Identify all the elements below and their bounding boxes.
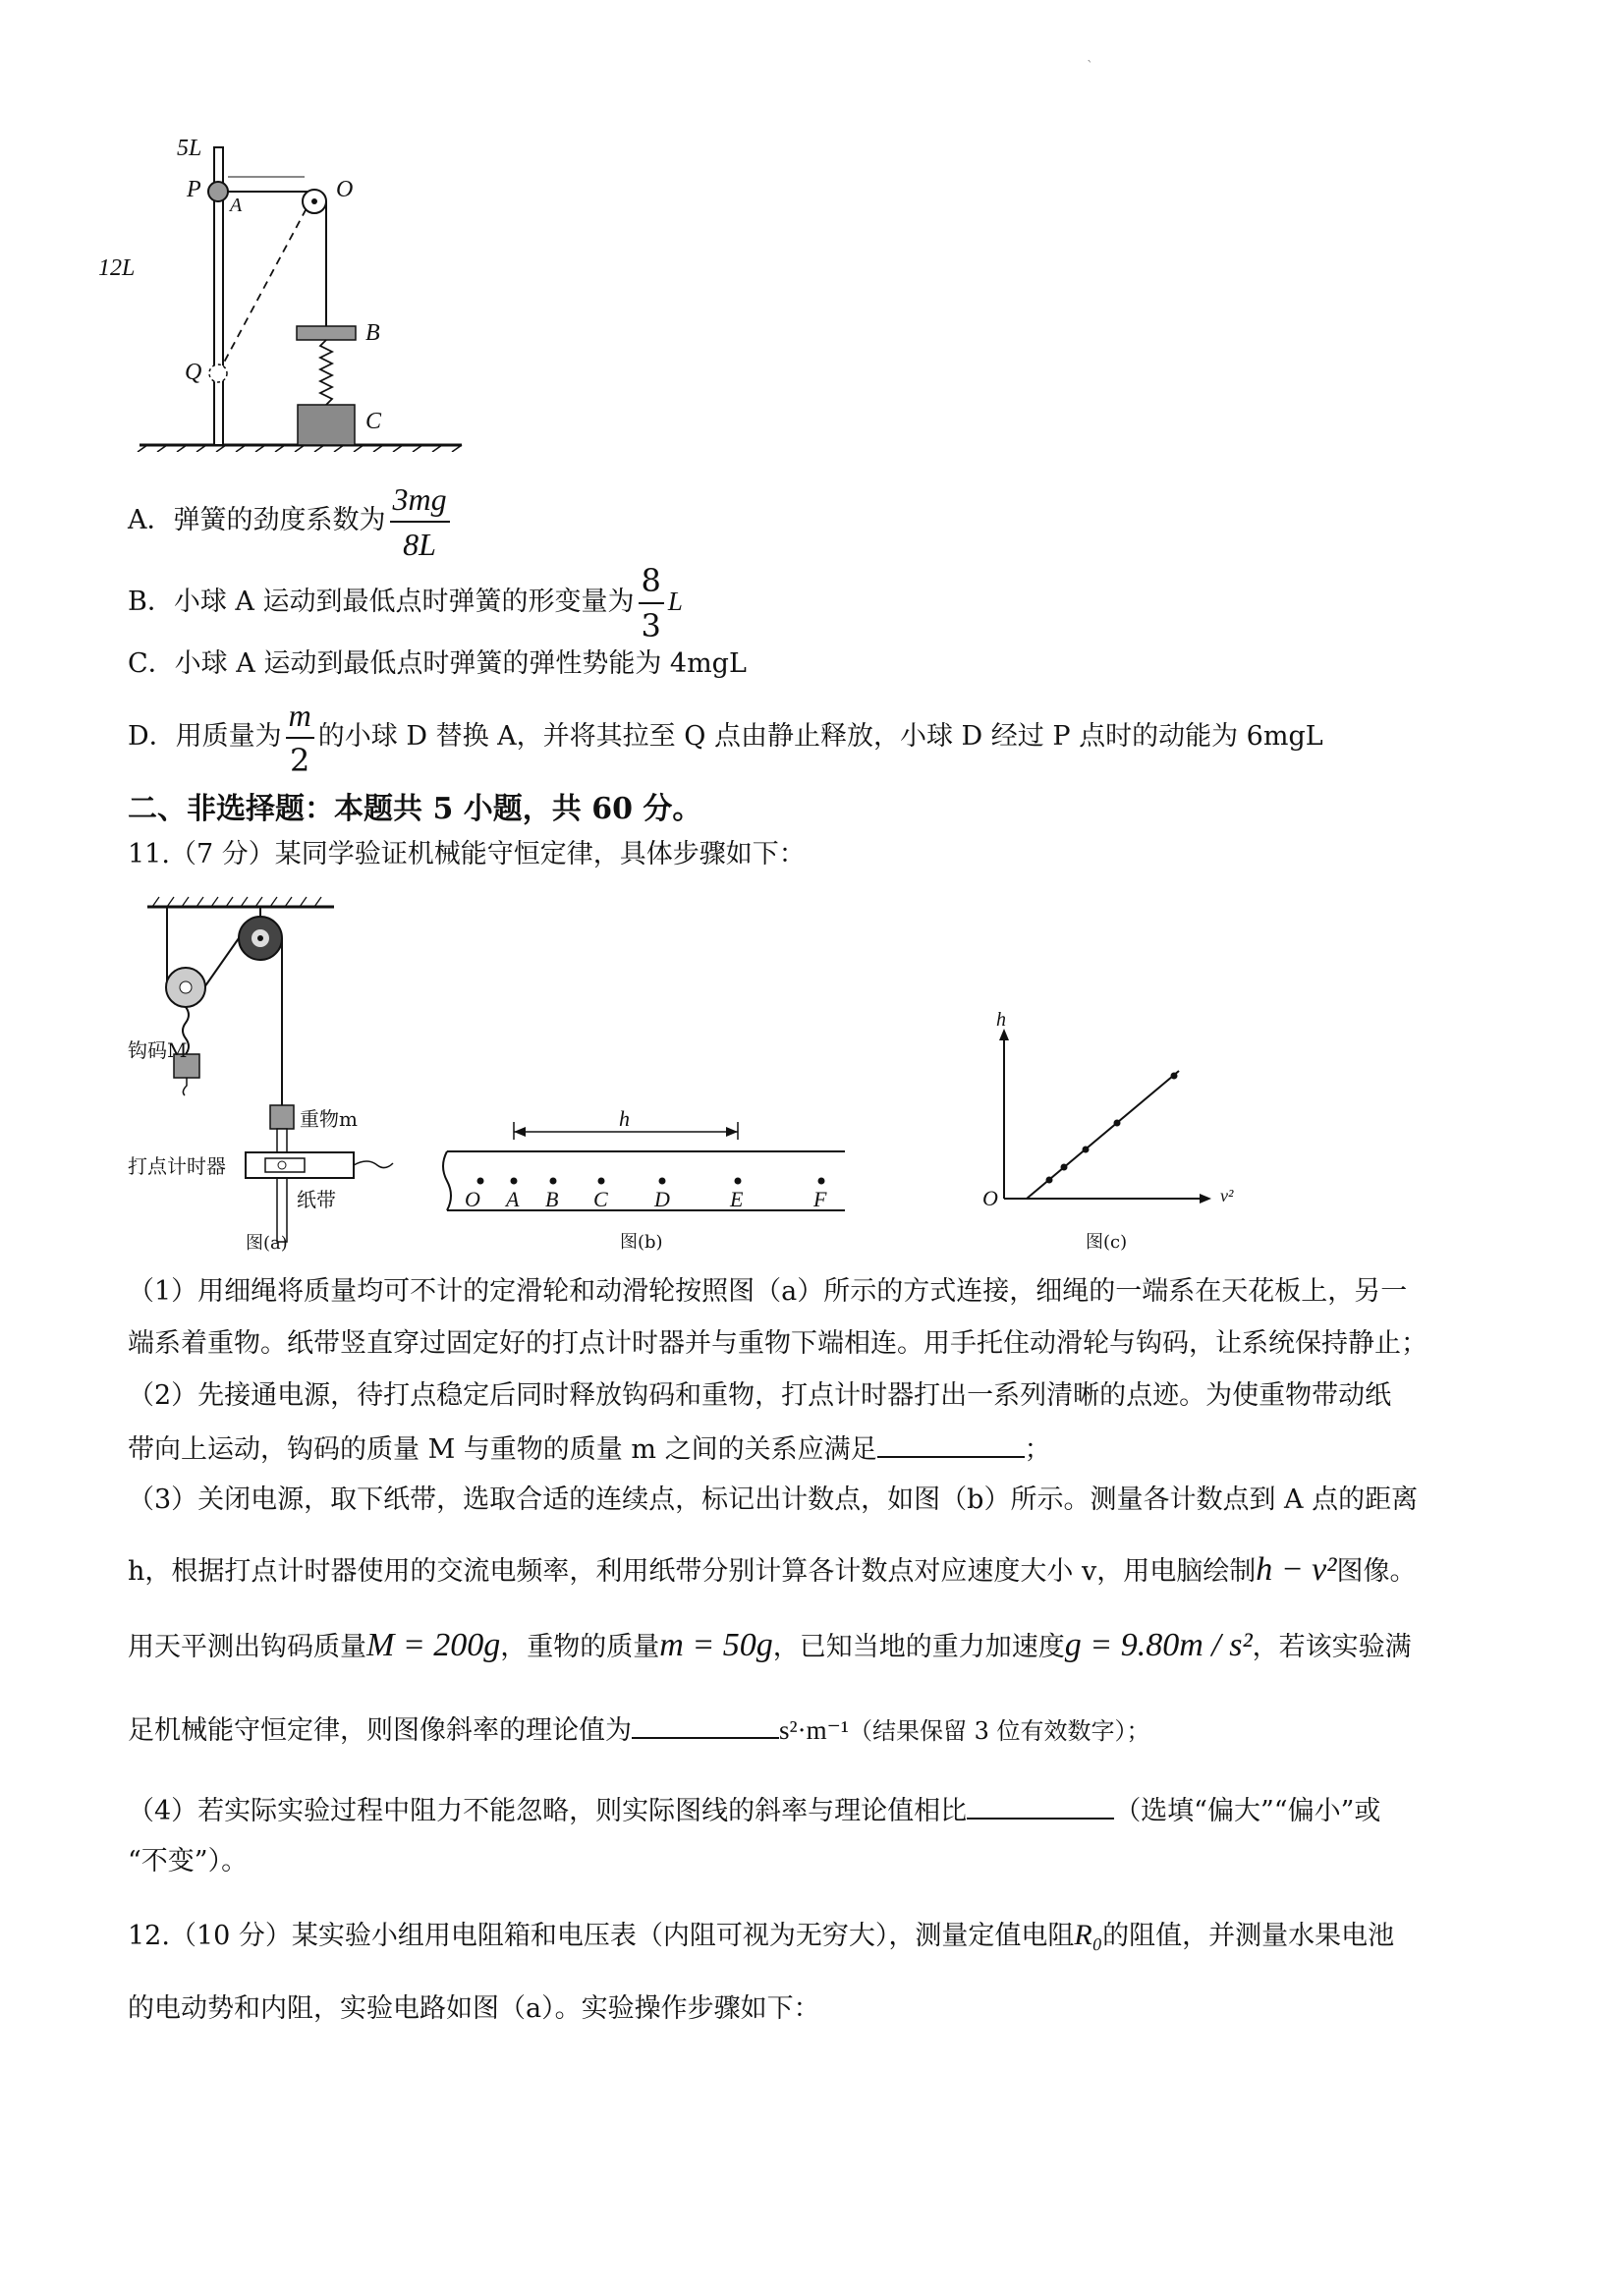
fraction-8-3 bbox=[639, 559, 664, 647]
q11-part3-text-f: ，若该实验满 bbox=[1252, 1632, 1412, 1662]
q11-part1-line1: （1）用细绳将质量均可不计的定滑轮和动滑轮按照图（a）所示的方式连接，细绳的一端系在天花板上，另一 bbox=[128, 1276, 1408, 1307]
label-timer: 打点计时器 bbox=[128, 1154, 226, 1178]
answer-blank-2[interactable] bbox=[632, 1709, 779, 1739]
label-Q: Q bbox=[185, 360, 202, 385]
q11-part3-line1: （3）关闭电源，取下纸带，选取合适的连续点，标记出计数点，如图（b）所示。测量各计数点到 A 点的距离 bbox=[128, 1484, 1419, 1515]
option-c: C．小球 A 运动到最低点时弹簧的弹性势能为 4mgL bbox=[128, 648, 747, 679]
label-hook-M: 钩码M bbox=[128, 1038, 188, 1062]
label-5L: 5L bbox=[177, 136, 202, 161]
math-M-200g: M = 200g bbox=[366, 1627, 501, 1663]
tape-point-C: C bbox=[593, 1187, 608, 1211]
frac-num: 8 bbox=[639, 559, 664, 604]
q12-text-b: 的阻值，并测量水果电池 bbox=[1102, 1921, 1395, 1951]
graph-origin: O bbox=[982, 1186, 998, 1210]
section-heading: 二、非选择题：本题共 5 小题，共 60 分。 bbox=[128, 792, 702, 826]
q11-part4-text-a: （4）若实际实验过程中阻力不能忽略，则实际图线的斜率与理论值相比 bbox=[128, 1796, 968, 1826]
frac-den: 2 bbox=[290, 741, 310, 779]
label-B: B bbox=[365, 320, 380, 346]
math-h-v2: h − v² bbox=[1256, 1551, 1337, 1588]
q11-part3-text-e: ，已知当地的重力加速度 bbox=[772, 1632, 1065, 1662]
label-P: P bbox=[187, 177, 201, 202]
q11-part1-line2: 端系着重物。纸带竖直穿过固定好的打点计时器并与重物下端相连。用手托住动滑轮与钩码，让系统保持静止； bbox=[128, 1328, 1427, 1359]
q11-part4-line1 bbox=[128, 1790, 1380, 1831]
tape-point-O: O bbox=[465, 1187, 480, 1211]
caption-fig-c: 图(c) bbox=[1086, 1232, 1128, 1253]
answer-blank-1[interactable] bbox=[877, 1428, 1025, 1458]
q11-part2-end: ； bbox=[1024, 1434, 1051, 1465]
q11-part3-text-a: h，根据打点计时器使用的交流电频率，利用纸带分别计算各计数点对应速度大小 v，用电脑绘制 bbox=[128, 1556, 1257, 1587]
caption-fig-a: 图(a) bbox=[246, 1233, 288, 1254]
fraction-m-2 bbox=[286, 694, 314, 782]
q11-stem: 11.（7 分）某同学验证机械能守恒定律，具体步骤如下： bbox=[128, 839, 806, 869]
label-A: A bbox=[230, 195, 243, 216]
option-b bbox=[128, 552, 683, 651]
q11-part3-line4 bbox=[128, 1709, 1149, 1751]
option-b-suffix: L bbox=[667, 587, 683, 616]
label-tape: 纸带 bbox=[297, 1188, 336, 1211]
figure-c-graph bbox=[982, 1009, 1258, 1258]
label-O: O bbox=[336, 177, 354, 202]
q12-line1 bbox=[128, 1916, 1394, 1956]
frac-num: m bbox=[286, 694, 314, 739]
frac-num: 3mg bbox=[390, 477, 450, 523]
q11-part2-line2 bbox=[128, 1428, 1051, 1470]
math-g: g = 9.80m / s² bbox=[1064, 1627, 1253, 1663]
q11-part3-line3 bbox=[128, 1626, 1412, 1667]
frac-den: 3 bbox=[641, 606, 661, 644]
q12-text-a: 12.（10 分）某实验小组用电阻箱和电压表（内阻可视为无穷大），测量定值电阻 bbox=[128, 1921, 1075, 1951]
math-m-50g: m = 50g bbox=[659, 1627, 773, 1663]
label-weight-m: 重物m bbox=[300, 1107, 358, 1131]
graph-x-label: v² bbox=[1220, 1186, 1234, 1205]
option-b-text: B．小球 A 运动到最低点时弹簧的形变量为 bbox=[128, 587, 635, 617]
option-d bbox=[128, 688, 1323, 786]
q11-part3-text-b: 图像。 bbox=[1336, 1556, 1417, 1587]
pulley-setup-diagram bbox=[128, 889, 422, 1258]
option-d-prefix: D．用质量为 bbox=[128, 721, 282, 752]
h-v2-graph bbox=[982, 1017, 1258, 1213]
math-R0: R₀ bbox=[1074, 1919, 1103, 1951]
q11-part3-text-h: （结果保留 3 位有效数字）； bbox=[848, 1717, 1150, 1745]
top-mark: ` bbox=[1087, 59, 1093, 75]
option-a-text: A．弹簧的劲度系数为 bbox=[128, 505, 386, 535]
frac-den: 8L bbox=[403, 526, 436, 562]
q11-part2-line1: （2）先接通电源，待打点稳定后同时释放钩码和重物，打点计时器打出一系列清晰的点迹。为使重物带动纸 bbox=[128, 1380, 1392, 1411]
q12-line2: 的电动势和内阻，实验电路如图（a）。实验操作步骤如下： bbox=[128, 1993, 820, 2024]
label-12L: 12L bbox=[98, 255, 136, 281]
q11-part3-text-c: 用天平测出钩码质量 bbox=[128, 1632, 366, 1662]
unit-s2m-1: s²·m⁻¹ bbox=[779, 1715, 849, 1745]
label-C: C bbox=[365, 409, 382, 434]
tape-point-A: A bbox=[506, 1187, 520, 1211]
tape-point-E: E bbox=[730, 1187, 744, 1211]
option-d-suffix: 的小球 D 替换 A，并将其拉至 Q 点由静止释放，小球 D 经过 P 点时的动能为 6mgL bbox=[317, 721, 1323, 752]
figure-b-tape bbox=[437, 1106, 850, 1258]
q11-part3-text-d: ，重物的质量 bbox=[500, 1632, 660, 1662]
label-h: h bbox=[619, 1106, 630, 1131]
answer-blank-3[interactable] bbox=[967, 1790, 1114, 1820]
spring-pulley-diagram bbox=[128, 138, 472, 452]
q11-part3-line2 bbox=[128, 1550, 1416, 1592]
graph-y-label: h bbox=[996, 1009, 1006, 1031]
tape-point-B: B bbox=[545, 1187, 559, 1211]
figure-spring-pulley bbox=[98, 136, 472, 452]
tape-point-F: F bbox=[813, 1187, 827, 1211]
q11-part3-text-g: 足机械能守恒定律，则图像斜率的理论值为 bbox=[128, 1715, 632, 1746]
q11-part2-text: 带向上运动，钩码的质量 M 与重物的质量 m 之间的关系应满足 bbox=[128, 1434, 877, 1465]
paper-tape-diagram bbox=[437, 1110, 850, 1218]
q11-part4-text-b: （选填“偏大”“偏小”或 bbox=[1114, 1796, 1381, 1826]
q11-part4-line2: “不变”）。 bbox=[128, 1846, 249, 1876]
figure-a-pulley-setup bbox=[128, 889, 422, 1258]
tape-point-D: D bbox=[654, 1187, 670, 1211]
caption-fig-b: 图(b) bbox=[620, 1232, 663, 1253]
